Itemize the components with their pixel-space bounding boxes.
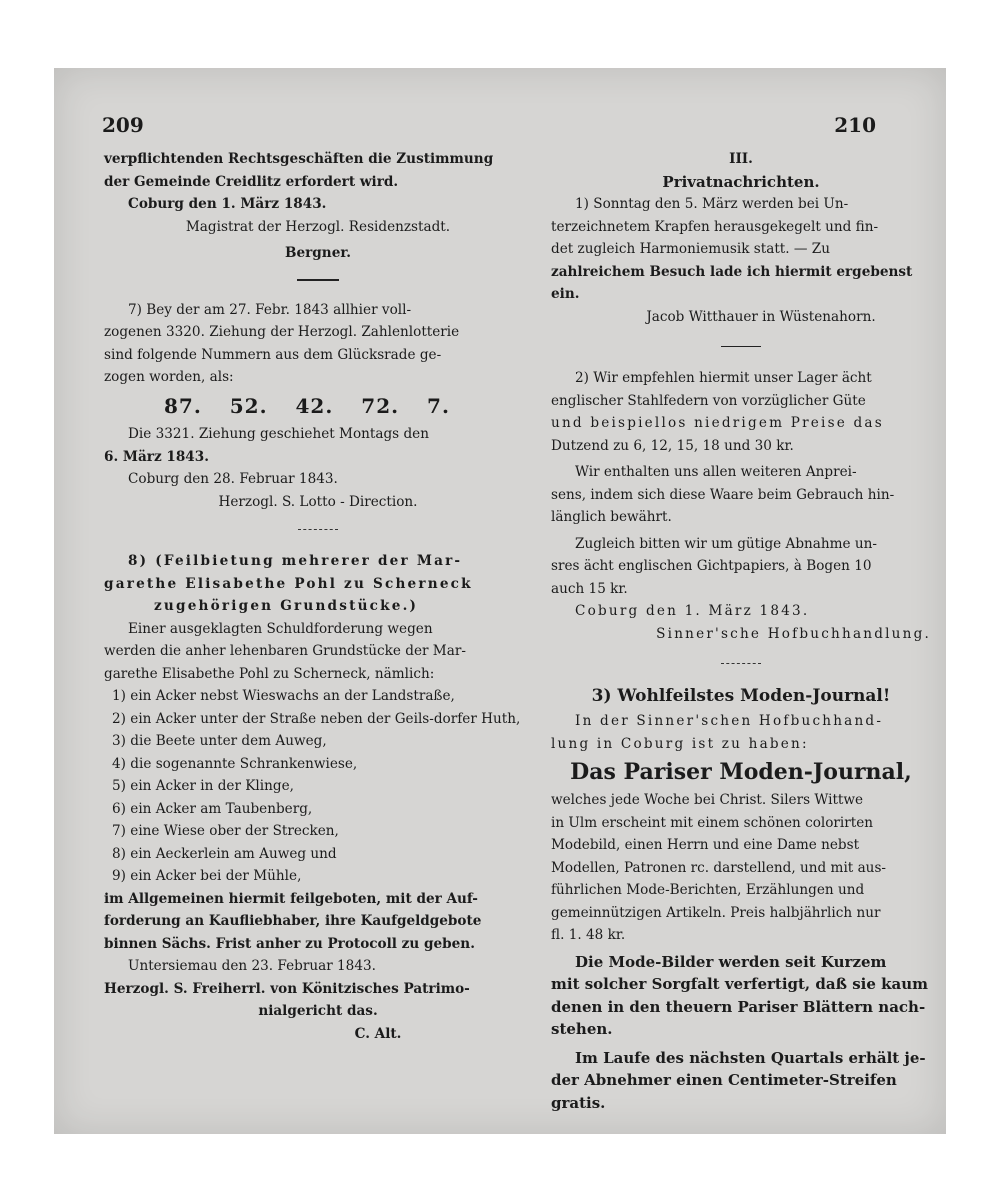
separator-rule bbox=[297, 279, 339, 281]
notice-3-intro: lung in Coburg ist zu haben: bbox=[551, 735, 809, 752]
next-draw-line: 6. März 1843. bbox=[104, 448, 209, 465]
signature-sinner: Sinner'sche Hofbuchhandlung. bbox=[656, 625, 931, 642]
notice-3-bold: mit solcher Sorgfalt verfertigt, daß sie kaum bbox=[551, 975, 928, 993]
notice-2b-line: sens, indem sich diese Waare beim Gebrauch hin- bbox=[551, 486, 895, 503]
scanned-newspaper-page bbox=[54, 68, 946, 1134]
list-item: 5) ein Acker in der Klinge, bbox=[112, 778, 294, 794]
notice-2-line: 2) Wir empfehlen hiermit unser Lager ächt bbox=[575, 370, 872, 386]
section-title: Privatnachrichten. bbox=[662, 172, 820, 191]
next-draw-line: Die 3321. Ziehung geschiehet Montags den bbox=[128, 426, 429, 442]
page-number-right: 210 bbox=[834, 113, 876, 137]
left-column bbox=[104, 148, 532, 1045]
lottery-numbers: 87. 52. 42. 72. 7. bbox=[164, 393, 450, 418]
list-item: 2) ein Acker unter der Straße neben der Geils-dorfer Huth, bbox=[112, 710, 521, 727]
list-item: 1) ein Acker nebst Wieswachs an der Landstraße, bbox=[112, 688, 455, 704]
date-coburg-1: Coburg den 1. März 1843. bbox=[128, 196, 327, 212]
notice-7-line: sind folgende Nummern aus dem Glücksrade ge- bbox=[104, 346, 442, 363]
notice-3-bold: stehen. bbox=[551, 1020, 613, 1038]
notice-8-body: Einer ausgeklagten Schuldforderung wegen bbox=[128, 620, 433, 637]
notice-3-body: Modellen, Patronen rc. darstellend, und mit aus- bbox=[551, 859, 887, 876]
date-coburg-2: Coburg den 28. Februar 1843. bbox=[128, 471, 338, 487]
closing-line: forderung an Kaufliebhaber, ihre Kaufgeldgebote bbox=[104, 913, 482, 929]
notice-3-body: gemeinnützigen Artikeln. Preis halbjährlich nur bbox=[551, 904, 881, 921]
separator-dashes bbox=[721, 663, 761, 664]
notice-2c-line: auch 15 kr. bbox=[551, 580, 628, 597]
notice-3-head: 3) Wohlfeilstes Moden-Journal! bbox=[591, 686, 891, 706]
right-column bbox=[551, 148, 931, 1114]
notice-2-line: englischer Stahlfedern von vorzüglicher Güte bbox=[551, 392, 866, 409]
notice-3-body: welches jede Woche bei Christ. Silers Wittwe bbox=[551, 792, 864, 808]
notice-2c-line: Zugleich bitten wir um gütige Abnahme un- bbox=[575, 535, 878, 552]
notice-3-bold: Die Mode-Bilder werden seit Kurzem bbox=[575, 952, 887, 971]
notice-3-body: Modebild, einen Herrn und eine Dame nebst bbox=[551, 837, 860, 853]
notice-2b-line: länglich bewährt. bbox=[551, 509, 672, 525]
closing-line: binnen Sächs. Frist anher zu Protocoll zu geben. bbox=[104, 935, 475, 952]
notice-3-body: in Ulm erscheint mit einem schönen colorirten bbox=[551, 814, 874, 831]
notice-1-line: terzeichnetem Krapfen herausgekegelt und fin- bbox=[551, 218, 879, 235]
list-item: 4) die sogenannte Schrankenwiese, bbox=[112, 755, 358, 772]
notice-1-line: 1) Sonntag den 5. März werden bei Un- bbox=[575, 196, 849, 212]
notice-3-body: führlichen Mode-Berichten, Erzählungen und bbox=[551, 882, 865, 898]
notice-7-line: zogenen 3320. Ziehung der Herzogl. Zahlenlotterie bbox=[104, 324, 460, 340]
intro-line: der Gemeinde Creidlitz erfordert wird. bbox=[104, 173, 399, 190]
authority-patrimonial: nialgericht das. bbox=[258, 1003, 378, 1019]
notice-3-body: fl. 1. 48 kr. bbox=[551, 927, 626, 943]
notice-8-body: werden die anher lehenbaren Grundstücke der Mar- bbox=[104, 643, 466, 659]
parcel-list bbox=[104, 685, 532, 888]
section-roman: III. bbox=[729, 151, 753, 167]
notice-1-line: det zugleich Harmoniemusik statt. — Zu bbox=[551, 241, 831, 257]
intro-line: verpflichtenden Rechtsgeschäften die Zustimmung bbox=[104, 151, 494, 167]
signature-alt: C. Alt. bbox=[354, 1025, 402, 1042]
authority-patrimonial: Herzogl. S. Freiherrl. von Könitzisches Patrimo- bbox=[104, 980, 470, 997]
authority-lotto: Herzogl. S. Lotto - Direction. bbox=[218, 493, 418, 510]
journal-title: Das Pariser Moden-Journal, bbox=[570, 759, 912, 785]
list-item: 9) ein Acker bei der Mühle, bbox=[112, 868, 302, 884]
closing-line: im Allgemeinen hiermit feilgeboten, mit der Auf- bbox=[104, 890, 478, 907]
notice-2-line: Dutzend zu 6, 12, 15, 18 und 30 kr. bbox=[551, 437, 794, 454]
notice-3-intro: In der Sinner'schen Hofbuchhand- bbox=[575, 713, 884, 729]
notice-2c-line: sres ächt englischen Gichtpapiers, à Bogen 10 bbox=[551, 558, 872, 574]
notice-3-final: Im Laufe des nächsten Quartals erhält je- bbox=[575, 1048, 926, 1067]
signature-witthauer: Jacob Witthauer in Wüstenahorn. bbox=[646, 308, 876, 325]
separator-rule bbox=[721, 346, 761, 347]
notice-3-final: der Abnehmer einen Centimeter-Streifen gratis. bbox=[551, 1071, 897, 1112]
notice-7-line: 7) Bey der am 27. Febr. 1843 allhier voll- bbox=[128, 301, 412, 318]
date-coburg-3: Coburg den 1. März 1843. bbox=[575, 603, 810, 619]
notice-1-line: zahlreichem Besuch lade ich hiermit ergebenst ein. bbox=[551, 263, 913, 302]
notice-3-bold: denen in den theuern Pariser Blättern nach- bbox=[551, 997, 926, 1016]
notice-8-body: garethe Elisabethe Pohl zu Scherneck, nämlich: bbox=[104, 665, 435, 682]
list-item: 8) ein Aeckerlein am Auweg und bbox=[112, 845, 337, 862]
notice-2-line: und beispiellos niedrigem Preise das bbox=[551, 415, 884, 431]
notice-8-title: 8) (Feilbietung mehrerer der Mar- bbox=[128, 553, 463, 569]
date-untersiemau: Untersiemau den 23. Februar 1843. bbox=[128, 958, 376, 974]
notice-8-title: garethe Elisabethe Pohl zu Scherneck bbox=[104, 575, 473, 592]
notice-7-line: zogen worden, als: bbox=[104, 369, 234, 385]
authority-magistrat: Magistrat der Herzogl. Residenzstadt. bbox=[185, 218, 451, 235]
list-item: 6) ein Acker am Taubenberg, bbox=[112, 800, 313, 817]
page-number-left: 209 bbox=[102, 113, 144, 137]
notice-2b-line: Wir enthalten uns allen weiteren Anprei- bbox=[575, 464, 857, 480]
list-item: 3) die Beete unter dem Auweg, bbox=[112, 733, 327, 749]
list-item: 7) eine Wiese ober der Strecken, bbox=[112, 823, 339, 839]
separator-dashes bbox=[298, 529, 338, 530]
signature-bergner: Bergner. bbox=[285, 245, 351, 261]
notice-8-title: zugehörigen Grundstücke.) bbox=[154, 598, 419, 614]
